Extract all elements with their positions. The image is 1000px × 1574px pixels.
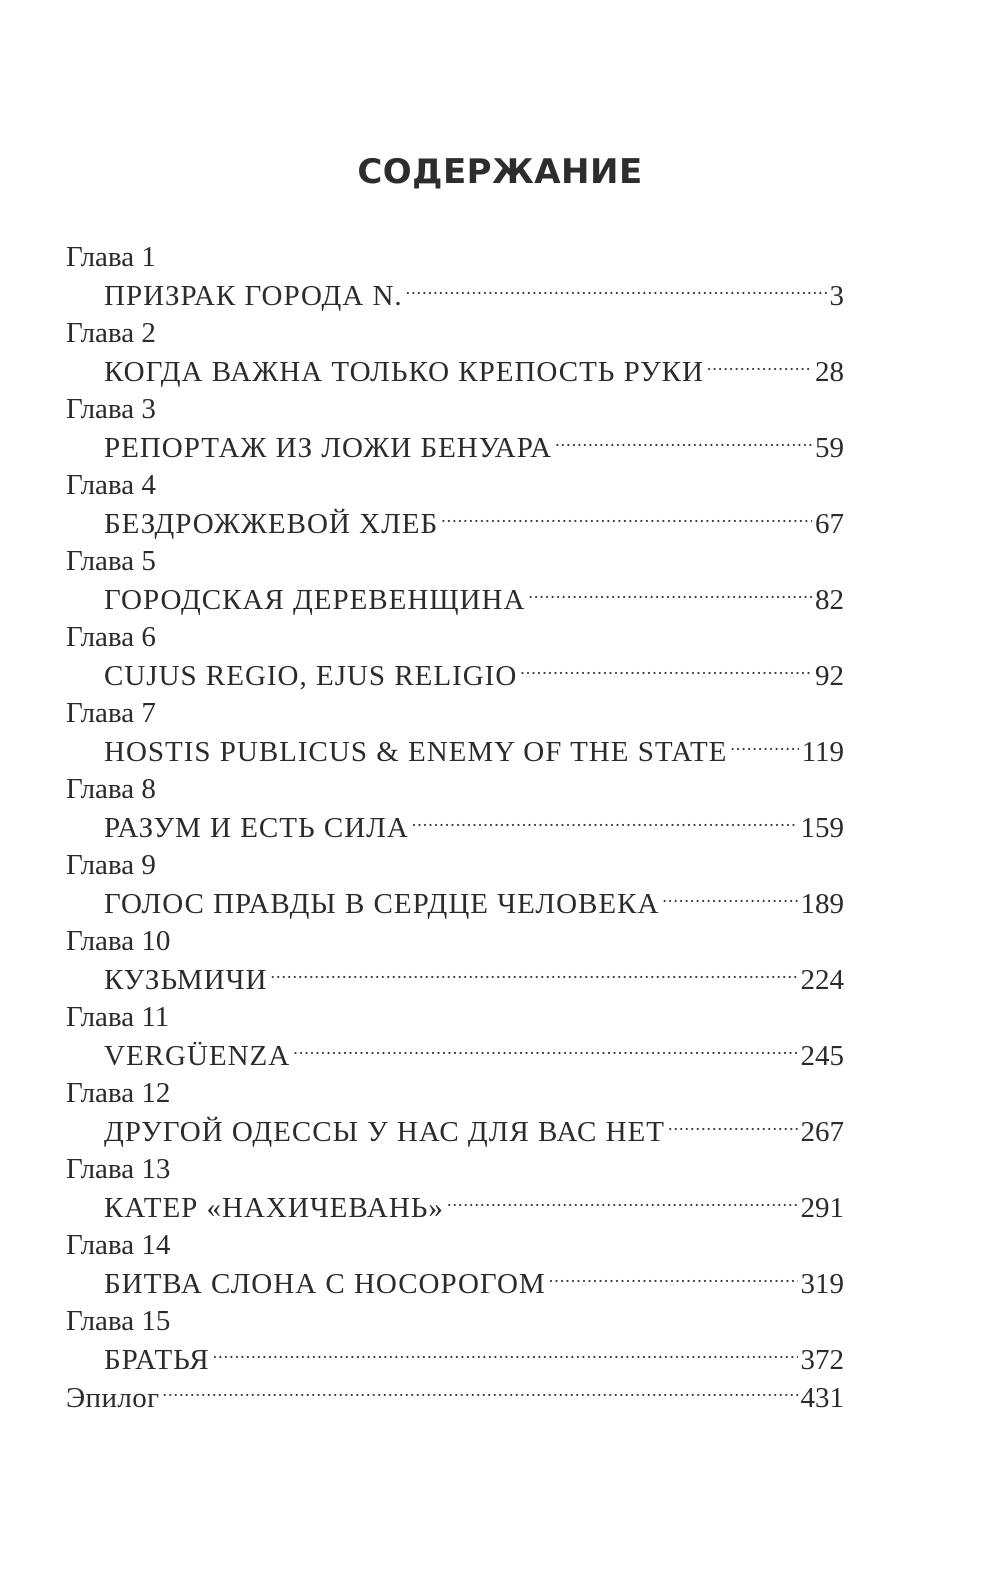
chapter-page-number: 67 [815,508,844,540]
chapter-title: БРАТЬЯ [104,1344,210,1376]
toc-entry[interactable] [66,960,844,998]
chapter-title: БИТВА СЛОНА С НОСОРОГОМ [104,1268,546,1300]
chapter-title: CUJUS REGIO, EJUS RELIGIO [104,660,518,692]
chapter-label: Глава 13 [66,1153,171,1185]
dot-leader [213,1340,798,1369]
chapter-title: БЕЗДРОЖЖЕВОЙ ХЛЕБ [104,508,439,540]
toc-chapter-3 [66,390,844,466]
toc-chapter-15 [66,1302,844,1378]
dot-leader [662,884,797,913]
dot-leader [447,1188,798,1217]
chapter-title: ГОЛОС ПРАВДЫ В СЕРДЦЕ ЧЕЛОВЕКА [104,888,660,920]
chapter-page-number: 189 [800,888,844,920]
chapter-label: Глава 1 [66,241,156,273]
chapter-title: ДРУГОЙ ОДЕССЫ У НАС ДЛЯ ВАС НЕТ [104,1116,665,1148]
chapter-label: Глава 3 [66,393,156,425]
chapter-page-number: 3 [829,280,844,312]
chapter-page-number: 372 [800,1344,844,1376]
chapter-label: Глава 8 [66,773,156,805]
toc-entry[interactable] [66,1264,844,1302]
chapter-label: Глава 9 [66,849,156,881]
chapter-title: РАЗУМ И ЕСТЬ СИЛА [104,812,409,844]
chapter-title: ГОРОДСКАЯ ДЕРЕВЕНЩИНА [104,584,526,616]
toc-entry[interactable] [66,808,844,846]
chapter-label: Глава 2 [66,317,156,349]
dot-leader [555,428,812,457]
dot-leader [270,960,797,989]
toc-chapter-4 [66,466,844,542]
toc-entry[interactable] [66,580,844,618]
chapter-page-number: 291 [800,1192,844,1224]
chapter-title: КАТЕР «НАХИЧЕВАНЬ» [104,1192,444,1224]
chapter-label: Глава 4 [66,469,156,501]
toc-chapter-13 [66,1150,844,1226]
dot-leader [528,580,812,609]
toc-chapter-9 [66,846,844,922]
dot-leader [520,656,812,685]
toc-entry[interactable] [66,1112,844,1150]
toc-entry[interactable] [66,352,844,390]
toc-chapter-1 [66,238,844,314]
toc-chapter-11 [66,998,844,1074]
dot-leader [668,1112,798,1141]
toc-chapter-8 [66,770,844,846]
toc-entry[interactable] [66,656,844,694]
toc-entry[interactable] [66,1036,844,1074]
dot-leader [549,1264,798,1293]
chapter-page-number: 159 [800,812,844,844]
chapter-page-number: 319 [800,1268,844,1300]
chapter-page-number: 267 [800,1116,844,1148]
chapter-page-number: 59 [815,432,844,464]
chapter-page-number: 82 [815,584,844,616]
toc-entry[interactable] [66,732,844,770]
toc-entry[interactable] [66,428,844,466]
chapter-label: Глава 10 [66,925,171,957]
toc-entry[interactable] [66,1340,844,1378]
dot-leader [406,276,827,305]
chapter-page-number: 28 [815,356,844,388]
chapter-title: КОГДА ВАЖНА ТОЛЬКО КРЕПОСТЬ РУКИ [104,356,704,388]
dot-leader [293,1036,797,1065]
toc-chapter-5 [66,542,844,618]
chapter-label: Глава 7 [66,697,156,729]
chapter-title: HOSTIS PUBLICUS & ENEMY OF THE STATE [104,736,728,768]
chapter-page-number: 224 [800,964,844,996]
toc-chapter-10 [66,922,844,998]
chapter-page-number: 245 [800,1040,844,1072]
toc-entry[interactable] [66,276,844,314]
epilogue-title: Эпилог [66,1382,160,1414]
dot-leader [707,352,812,381]
dot-leader [441,504,812,533]
chapter-title: РЕПОРТАЖ ИЗ ЛОЖИ БЕНУАРА [104,432,553,464]
chapter-label: Глава 15 [66,1305,171,1337]
chapter-title: ПРИЗРАК ГОРОДА N. [104,280,403,312]
toc-entry[interactable] [66,884,844,922]
toc-chapter-14 [66,1226,844,1302]
chapter-page-number: 92 [815,660,844,692]
table-of-contents [66,238,844,1416]
toc-heading: СОДЕРЖАНИЕ [357,152,643,192]
chapter-label: Глава 12 [66,1077,171,1109]
chapter-label: Глава 11 [66,1001,170,1033]
chapter-title: КУЗЬМИЧИ [104,964,268,996]
chapter-label: Глава 5 [66,545,156,577]
toc-chapter-6 [66,618,844,694]
dot-leader [162,1378,797,1407]
toc-entry-epilogue[interactable] [66,1378,844,1416]
chapter-label: Глава 6 [66,621,156,653]
chapter-title: VERGÜENZA [104,1040,291,1072]
toc-entry[interactable] [66,504,844,542]
chapter-page-number: 119 [801,736,844,768]
toc-chapter-2 [66,314,844,390]
toc-entry[interactable] [66,1188,844,1226]
dot-leader [730,732,798,761]
toc-chapter-7 [66,694,844,770]
chapter-label: Глава 14 [66,1229,171,1261]
dot-leader [412,808,798,837]
toc-chapter-12 [66,1074,844,1150]
epilogue-page-number: 431 [800,1382,844,1414]
